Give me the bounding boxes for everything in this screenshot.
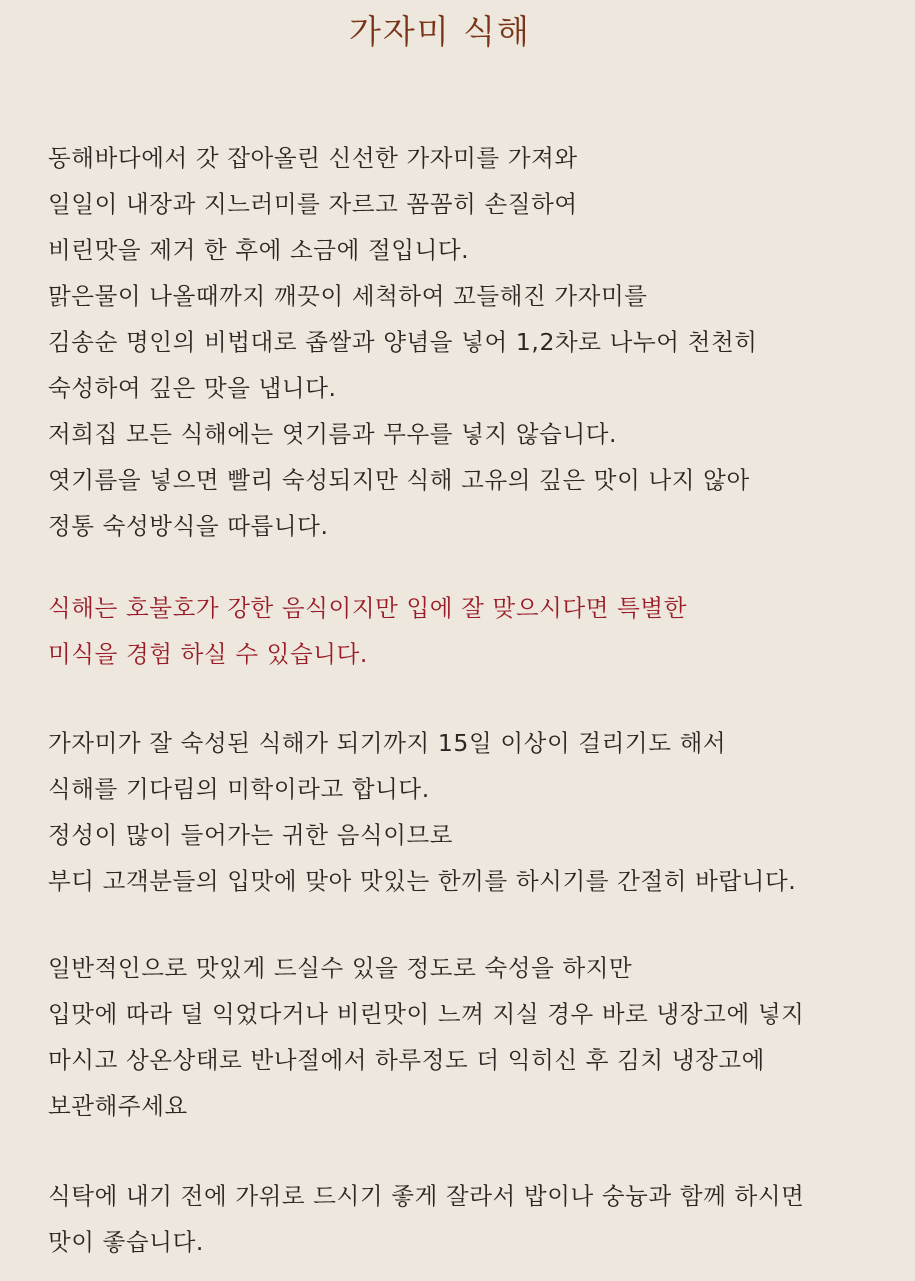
highlight-line: 미식을 경험 하실 수 있습니다. (48, 640, 368, 668)
text-line: 동해바다에서 갓 잡아올린 신선한 가자미를 가져와 (48, 144, 578, 172)
text-line: 숙성하여 깊은 맛을 냅니다. (48, 374, 337, 402)
text-line: 맛이 좋습니다. (48, 1228, 204, 1256)
text-line: 입맛에 따라 덜 익었다거나 비린맛이 느껴 지실 경우 바로 냉장고에 넣지 (48, 1000, 805, 1028)
text-line: 맑은물이 나올때까지 깨끗이 세척하여 꼬들해진 가자미를 (48, 282, 648, 310)
paragraph-highlight (48, 585, 908, 677)
paragraph-serving (48, 1173, 908, 1265)
text-line: 일반적인으로 맛있게 드실수 있을 정도로 숙성을 하지만 (48, 954, 633, 982)
text-line: 일일이 내장과 지느러미를 자르고 꼼꼼히 손질하여 (48, 190, 578, 218)
text-line: 보관해주세요 (48, 1092, 188, 1120)
text-line: 저희집 모든 식해에는 엿기름과 무우를 넣지 않습니다. (48, 420, 618, 448)
page-title: 가자미 식해 (349, 12, 531, 51)
text-line: 비린맛을 제거 한 후에 소금에 절입니다. (48, 236, 470, 264)
paragraph-storage (48, 945, 908, 1129)
text-line: 정성이 많이 들어가는 귀한 음식이므로 (48, 821, 454, 849)
paragraph-aging (48, 720, 908, 904)
text-line: 마시고 상온상태로 반나절에서 하루정도 더 익히신 후 김치 냉장고에 (48, 1046, 765, 1074)
text-line: 엿기름을 넣으면 빨리 숙성되지만 식해 고유의 깊은 맛이 나지 않아 (48, 466, 750, 494)
text-line: 부디 고객분들의 입맛에 맞아 맛있는 한끼를 하시기를 간절히 바랍니다. (48, 867, 797, 895)
paragraph-preparation (48, 135, 908, 549)
text-line: 정통 숙성방식을 따릅니다. (48, 512, 329, 540)
text-line: 가자미가 잘 숙성된 식해가 되기까지 15일 이상이 걸리기도 해서 (48, 729, 727, 757)
highlight-line: 식해는 호불호가 강한 음식이지만 입에 잘 맞으시다면 특별한 (48, 594, 688, 622)
text-line: 김송순 명인의 비법대로 좁쌀과 양념을 넣어 1,2차로 나누어 천천히 (48, 328, 758, 356)
text-line: 식해를 기다림의 미학이라고 합니다. (48, 775, 430, 803)
text-line: 식탁에 내기 전에 가위로 드시기 좋게 잘라서 밥이나 숭늉과 함께 하시면 (48, 1182, 805, 1210)
